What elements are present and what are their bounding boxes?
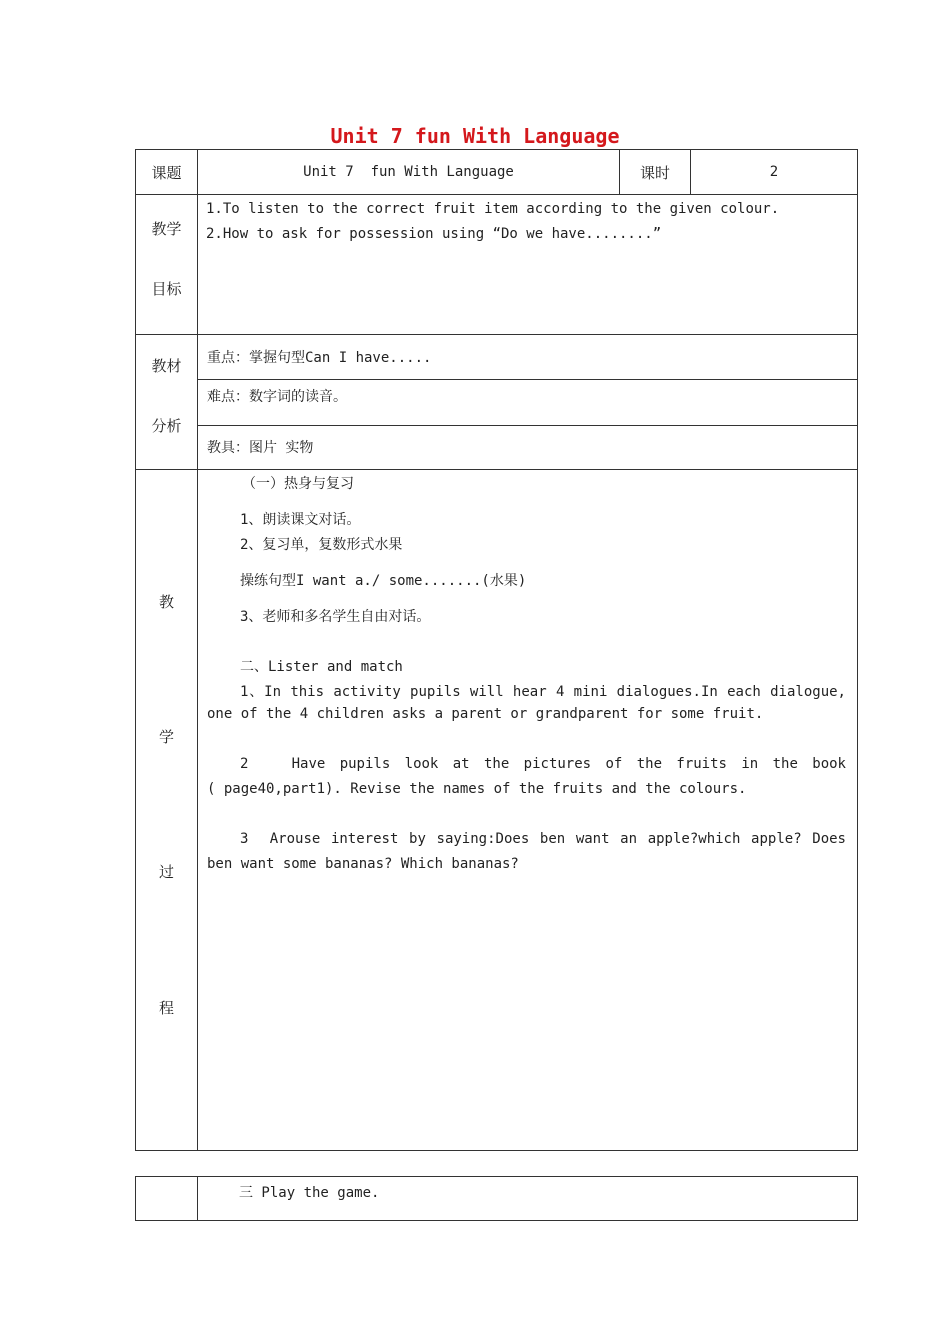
analysis-label-bottom: 分析 xyxy=(151,417,182,435)
section2-title: 二、Lister and match xyxy=(240,659,403,675)
goals-content xyxy=(198,195,858,335)
goals-row xyxy=(136,195,858,335)
key-point: 重点：掌握句型Can I have..... xyxy=(198,335,858,380)
section1-drill: 操练句型I want a./ some.......(水果) xyxy=(240,573,527,589)
section1-item2: 2、复习单，复数形式水果 xyxy=(240,537,403,553)
section1-title: （一）热身与复习 xyxy=(242,476,354,492)
period-value: 2 xyxy=(691,150,858,195)
page-title: Unit 7 fun With Language xyxy=(330,124,620,148)
process-row xyxy=(136,470,858,1151)
goals-label-top: 教学 xyxy=(151,220,182,238)
section1-item3: 3、老师和多名学生自由对话。 xyxy=(240,609,431,625)
process-label-2: 学 xyxy=(158,728,174,746)
section3-title: 三 Play the game. xyxy=(239,1185,380,1201)
process-content xyxy=(198,470,858,1151)
continuation-table xyxy=(135,1176,858,1221)
goal-line-1: 1.To listen to the correct fruit item according to the given colour. xyxy=(206,201,780,217)
continuation-row xyxy=(136,1177,858,1221)
section2-p3-line2: ben want some bananas? Which bananas? xyxy=(207,856,519,872)
analysis-row-aids xyxy=(136,425,858,469)
process-label-cell xyxy=(136,470,198,1151)
process-label-1: 教 xyxy=(158,593,174,611)
analysis-row-difficult xyxy=(136,380,858,425)
process-label-3: 过 xyxy=(158,863,174,881)
goals-label-bottom: 目标 xyxy=(151,280,182,298)
goal-line-2: 2.How to ask for possession using “Do we have........” xyxy=(206,226,662,242)
period-label: 课时 xyxy=(620,150,691,195)
goals-label-cell xyxy=(136,195,198,335)
analysis-label-top: 教材 xyxy=(151,357,182,375)
section2-p2-line1: 2 Have pupils look at the pictures of the fruits in the book xyxy=(240,756,846,772)
topic-label: 课题 xyxy=(136,150,198,195)
process-label-4: 程 xyxy=(158,999,174,1017)
section2-p2-line2: ( page40,part1). Revise the names of the fruits and the colours. xyxy=(207,781,747,797)
difficult-point: 难点：数字词的读音。 xyxy=(198,380,858,425)
analysis-row-key xyxy=(136,335,858,380)
continuation-content xyxy=(198,1177,858,1221)
section2-p1-line1: 1、In this activity pupils will hear 4 mini dialogues.In each dialogue, xyxy=(240,684,846,700)
section2-p3-line1: 3 Arouse interest by saying:Does ben want an apple?which apple? Does xyxy=(240,831,846,847)
section2-p1-line2: one of the 4 children asks a parent or grandparent for some fruit. xyxy=(207,706,764,722)
section1-item1: 1、朗读课文对话。 xyxy=(240,512,361,528)
continuation-label-cell xyxy=(136,1177,198,1221)
lesson-plan-table xyxy=(135,149,858,1151)
analysis-label-cell xyxy=(136,335,198,470)
header-row xyxy=(136,150,858,195)
topic-value: Unit 7 fun With Language xyxy=(198,150,620,195)
teaching-aids: 教具：图片 实物 xyxy=(198,425,858,469)
